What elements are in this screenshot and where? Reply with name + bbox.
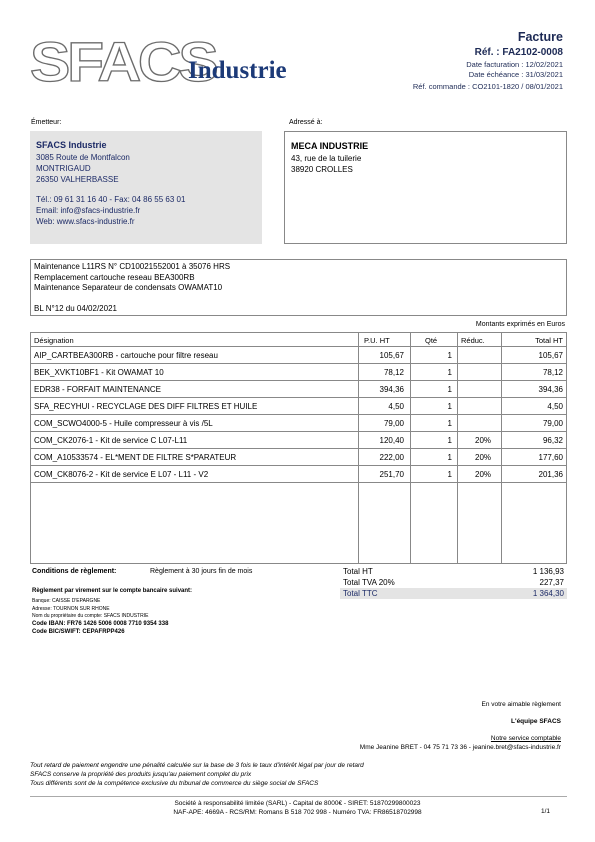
- cell-pu: 222,00: [379, 453, 404, 462]
- cell-designation: COM_CK8076-2 - Kit de service E L07 - L11 - V2: [34, 470, 209, 479]
- emitter-name: SFACS Industrie: [36, 140, 107, 150]
- cell-pu: 251,70: [379, 470, 404, 479]
- virement-title: Règlement par virement sur le compte bancaire suivant:: [32, 588, 193, 594]
- cell-qty: 1: [447, 419, 452, 428]
- footer-divider: [30, 796, 567, 797]
- total-ttc-row: [340, 588, 567, 599]
- cell-reduc: 20%: [475, 453, 492, 462]
- cell-qty: 1: [447, 470, 452, 479]
- recipient-label: Adressé à:: [289, 119, 323, 126]
- maintenance-line-1: Maintenance L11RS N° CD10021552001 à 35076 HRS: [34, 262, 231, 271]
- cell-pu: 78,12: [383, 368, 404, 377]
- logo-sub: Industrie: [188, 57, 287, 84]
- conditions-title: Conditions de règlement:: [32, 568, 117, 575]
- cell-designation: COM_CK2076-1 - Kit de service C L07-L11: [34, 436, 188, 445]
- footer-line-1: Société à responsabilité limitée (SARL) - Capital de 8000€ - SIRET: 51870299800023: [174, 800, 421, 807]
- cell-designation: COM_SCWO4000-5 - Huile compresseur à vis /5L: [34, 419, 213, 428]
- header-total: Total HT: [535, 336, 563, 345]
- cell-designation: COM_A10533574 - EL*MENT DE FILTRE S*PARATEUR: [34, 453, 237, 462]
- emitter-address-1: 3085 Route de Montfalcon: [36, 153, 130, 162]
- cell-qty: 1: [447, 453, 452, 462]
- invoice-title: Facture: [517, 30, 563, 44]
- cell-pu: 394,36: [379, 385, 404, 394]
- signature-service: Notre service comptable: [490, 735, 561, 742]
- recipient-address-2: 38920 CROLLES: [291, 165, 353, 174]
- logo-brand: SFACS: [30, 30, 216, 93]
- cell-designation: EDR38 - FORFAIT MAINTENANCE: [34, 385, 161, 394]
- maintenance-note: [30, 259, 567, 316]
- cell-pu: 120,40: [379, 436, 404, 445]
- cell-reduc: 20%: [475, 436, 492, 445]
- bank-address: Adresse: TOURNON SUR RHONE: [32, 606, 110, 612]
- cell-pu: 105,67: [379, 351, 404, 360]
- cell-designation: SFA_RECYHUI - RECYCLAGE DES DIFF FILTRES ET HUILE: [34, 402, 258, 411]
- bic: Code BIC/SWIFT: CEPAFRPP426: [32, 629, 125, 635]
- signature-contact: Mme Jeanine BRET - 04 75 71 73 36 - jeanine.bret@sfacs-industrie.fr: [359, 744, 561, 751]
- page-number: 1/1: [540, 808, 550, 815]
- invoice-header: [413, 30, 563, 92]
- cell-total: 96,32: [542, 436, 563, 445]
- invoice-lines-table: [30, 332, 567, 564]
- emitter-box: [30, 131, 262, 244]
- legal-line-3: Tous différents sont de la compétence exclusive du tribunal de commerce du siège social de SFACS: [30, 780, 319, 787]
- cell-reduc: 20%: [475, 470, 492, 479]
- total-tva-label: Total TVA 20%: [343, 578, 395, 587]
- recipient-box: [284, 131, 567, 244]
- cell-pu: 79,00: [383, 419, 404, 428]
- cell-qty: 1: [447, 385, 452, 394]
- date-facturation: Date facturation : 12/02/2021: [466, 60, 563, 69]
- totals-block: [340, 566, 567, 599]
- table-row: [31, 347, 566, 364]
- total-ht-row: [340, 566, 567, 577]
- total-ttc-value: 1 364,30: [532, 589, 564, 598]
- header-qty: Qté: [425, 336, 438, 345]
- signature-team: L'équipe SFACS: [511, 718, 561, 725]
- bl-reference: BL N°12 du 04/02/2021: [34, 303, 117, 313]
- table-row: [31, 449, 566, 466]
- recipient-name: MECA INDUSTRIE: [291, 141, 369, 151]
- date-echeance: Date échéance : 31/03/2021: [468, 69, 563, 79]
- emitter-label: Émetteur:: [31, 119, 62, 126]
- table-row: [31, 398, 566, 415]
- cell-designation: BEK_XVKT10BF1 - Kit OWAMAT 10: [34, 368, 164, 377]
- company-logo: [30, 30, 320, 93]
- emitter-web: Web: www.sfacs-industrie.fr: [36, 217, 135, 226]
- header-reduc: Réduc.: [461, 336, 485, 345]
- table-row: [31, 466, 566, 483]
- total-ht-label: Total HT: [343, 567, 373, 576]
- currency-note: Montants exprimés en Euros: [475, 321, 565, 328]
- cell-total: 79,00: [542, 419, 563, 428]
- invoice-ref: Réf. : FA2102-0008: [474, 47, 563, 58]
- emitter-address-2: MONTRIGAUD: [36, 164, 91, 173]
- cell-total: 4,50: [547, 402, 563, 411]
- cell-total: 177,60: [538, 453, 563, 462]
- cell-qty: 1: [447, 402, 452, 411]
- account-owner: Nom du propriétaire du compte: SFACS INDUSTRIE: [32, 613, 149, 619]
- ref-commande: Réf. commande : CO2101-1820 / 08/01/2021: [412, 82, 563, 91]
- total-ttc-label: Total TTC: [343, 589, 378, 598]
- table-row: [31, 364, 566, 381]
- cell-qty: 1: [447, 436, 452, 445]
- footer-line-2: NAF-APE: 4669A - RCS/RM: Romans B 518 702 998 - Numéro TVA: FR86518702998: [173, 809, 422, 816]
- maintenance-line-2: Remplacement cartouche reseau BEA300RB: [34, 272, 195, 282]
- table-header: [31, 333, 566, 347]
- bank-name: Banque: CAISSE D'EPARGNE: [32, 598, 101, 604]
- cell-qty: 1: [447, 368, 452, 377]
- total-tva-row: [340, 577, 567, 588]
- emitter-phone: Tél.: 09 61 31 16 40 - Fax: 04 86 55 63 01: [36, 195, 186, 204]
- maintenance-line-3: Maintenance Separateur de condensats OWAMAT10: [34, 283, 223, 292]
- total-tva-value: 227,37: [539, 578, 564, 587]
- table-row: [31, 432, 566, 449]
- conditions-text: Règlement à 30 jours fin de mois: [150, 568, 253, 575]
- iban: Code IBAN: FR76 1426 5006 0008 7710 9354 338: [32, 621, 169, 627]
- legal-line-1: Tout retard de paiement engendre une pénalité calculée sur la base de 3 fois le taux d'intérêt légal par jour de retard: [30, 762, 364, 769]
- cell-total: 201,36: [538, 470, 563, 479]
- total-ht-value: 1 136,93: [532, 567, 564, 576]
- table-row: [31, 415, 566, 432]
- recipient-address-1: 43, rue de la tuilerie: [291, 154, 362, 163]
- header-designation: Désignation: [34, 336, 74, 345]
- cell-total: 105,67: [538, 351, 563, 360]
- cell-total: 394,36: [538, 385, 563, 394]
- emitter-address-3: 26350 VALHERBASSE: [36, 175, 119, 184]
- cell-designation: AIP_CARTBEA300RB - cartouche pour filtre reseau: [34, 351, 218, 360]
- header-pu: P.U. HT: [364, 336, 390, 345]
- cell-total: 78,12: [542, 368, 563, 377]
- cell-qty: 1: [447, 351, 452, 360]
- emitter-email: Email: info@sfacs-industrie.fr: [36, 206, 141, 215]
- signature-greeting: En votre aimable règlement: [481, 701, 561, 708]
- legal-line-2: SFACS conserve la propriété des produits jusqu'au paiement complet du prix: [30, 771, 252, 778]
- cell-pu: 4,50: [388, 402, 404, 411]
- table-row: [31, 381, 566, 398]
